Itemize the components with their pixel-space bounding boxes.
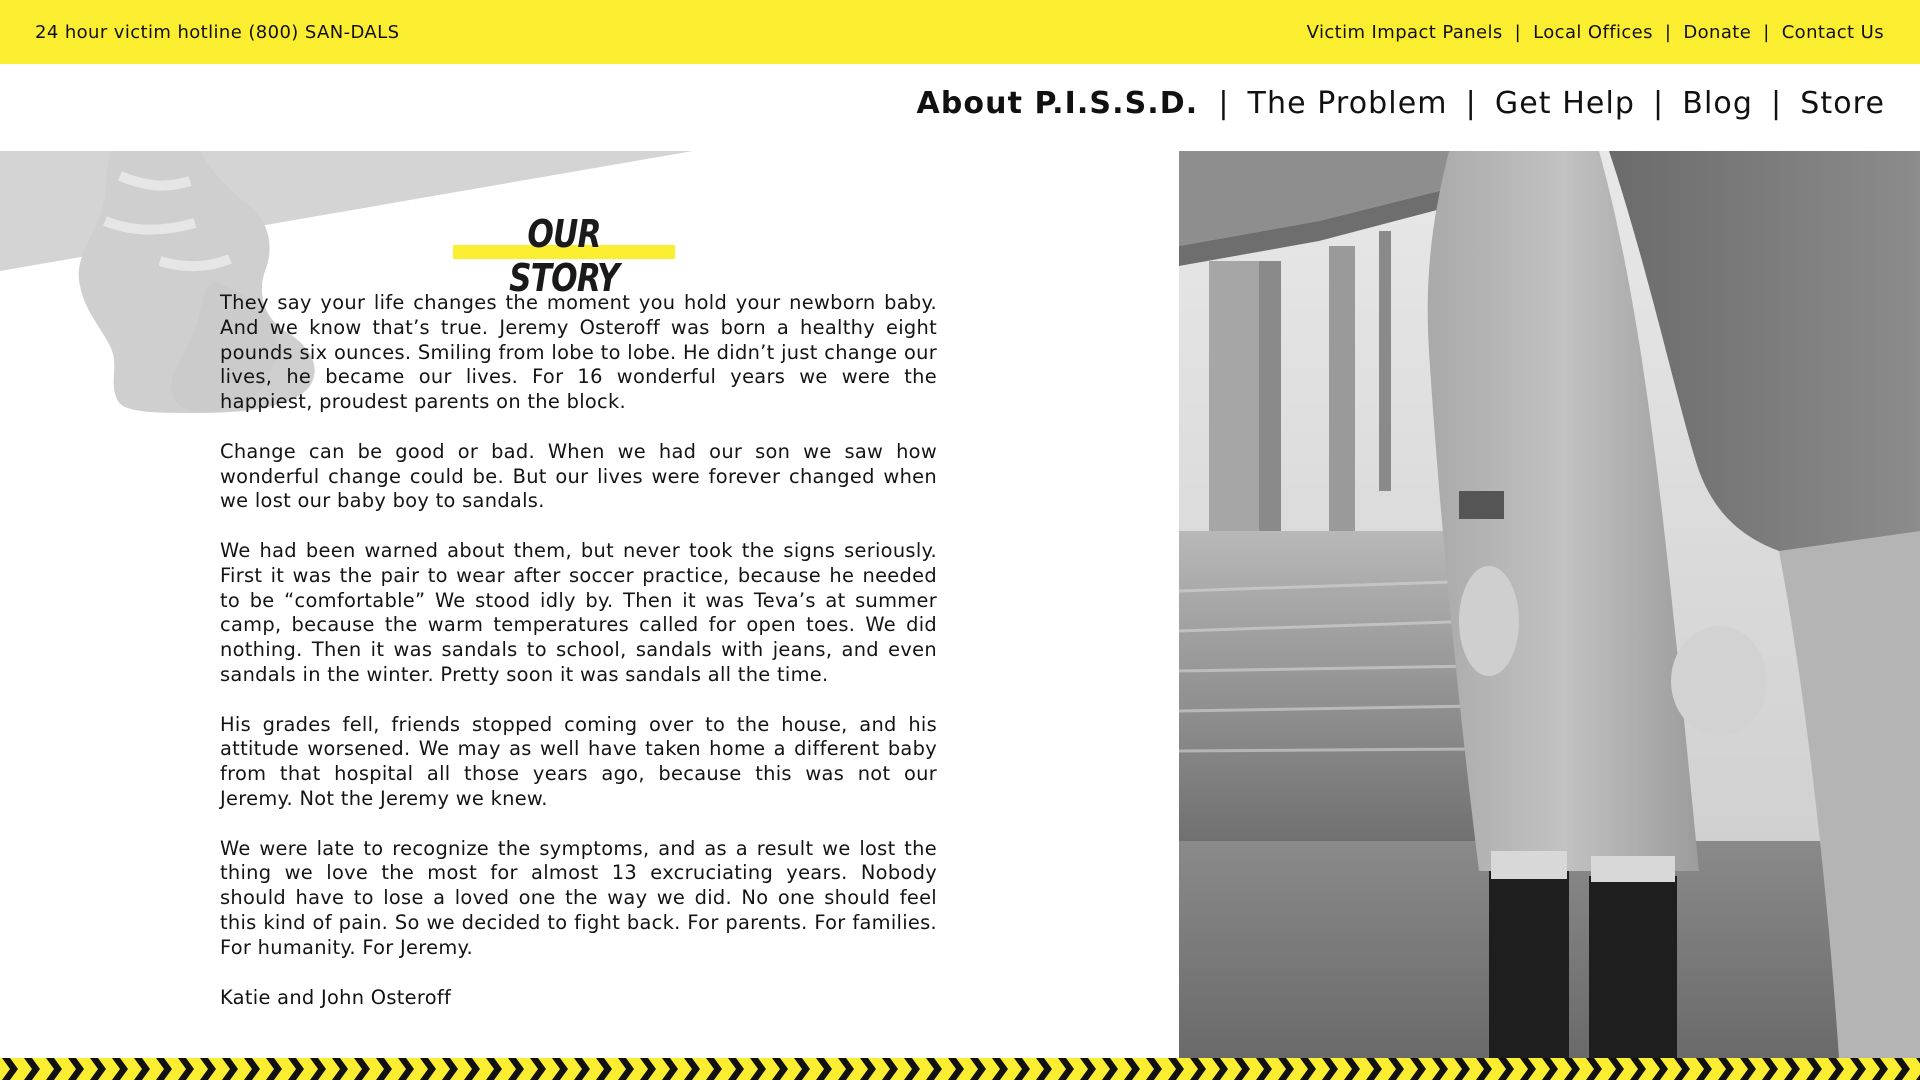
caution-tape-border [0,1058,1920,1080]
chevron-pattern [0,1058,1920,1080]
nav-separator: | [1218,86,1230,121]
couple-holding-hands-by-bridge-photo [1179,151,1920,1058]
nav-item-about[interactable]: About P.I.S.S.D. [907,86,1201,121]
nav-item-get-help[interactable]: Get Help [1494,86,1636,121]
main-nav [907,86,1885,121]
story-paragraph: They say your life changes the moment you hold your newborn baby. And we know that’s true. Jeremy Osteroff was born a healthy eight pounds six ounces. Smiling from lobe to lobe. He didn’t just change our lives, he became our lives. For 16 wonderful years we were the happiest, proudest parents on the block. [220,291,937,414]
top-utility-bar [0,0,1920,64]
donate-link[interactable]: Donate [1683,21,1752,43]
story-title-block [453,209,675,300]
nav-item-the-problem[interactable]: The Problem [1247,86,1448,121]
nav-separator: | [1770,86,1783,121]
utility-separator: | [1664,21,1672,43]
utility-separator: | [1763,21,1770,43]
local-offices-link[interactable]: Local Offices [1533,21,1653,43]
story-paragraph: Change can be good or bad. When we had our son we saw how wonderful change could be. But our lives were forever changed when we lost our baby boy to sandals. [220,439,937,513]
nav-item-blog[interactable]: Blog [1682,86,1753,121]
story-body [220,291,937,985]
story-paragraph: His grades fell, friends stopped coming over to the house, and his attitude worsened. We may as well have taken home a different baby from that hospital all those years ago, because this was not our Jeremy. Not the Jeremy we knew. [220,712,937,810]
signature: Katie and John Osteroff [215,984,456,1012]
hotline-text: 24 hour victim hotline (800) SAN-DALS [35,21,400,43]
victim-impact-panels-link[interactable]: Victim Impact Panels [1306,21,1503,43]
photo-illustration [1179,151,1920,1058]
nav-item-store[interactable]: Store [1800,86,1885,121]
utility-separator: | [1514,21,1522,43]
story-paragraph: We were late to recognize the symptoms, and as a result we lost the thing we love the most for almost 13 excruciating years. Nobody should have to lose a loved one the way we did. No one should feel this kind of pain. So we decided to fight back. For parents. For families. For humanity. For Jeremy. [220,836,937,959]
nav-separator: | [1653,86,1665,121]
utility-nav [1307,22,1884,43]
nav-separator: | [1465,86,1477,121]
page-title: OUR STORY [509,212,619,300]
story-paragraph: We had been warned about them, but never took the signs seriously. First it was the pair to wear after soccer practice, because he needed to be “comfortable” We stood idly by. Then it was Teva’s at summer camp, because the warm temperatures called for open toes. We did nothing. Then it was sandals to school, sandals with jeans, and even sandals in the winter. Pretty soon it was sandals all the time. [220,538,937,686]
contact-us-link[interactable]: Contact Us [1781,21,1884,43]
